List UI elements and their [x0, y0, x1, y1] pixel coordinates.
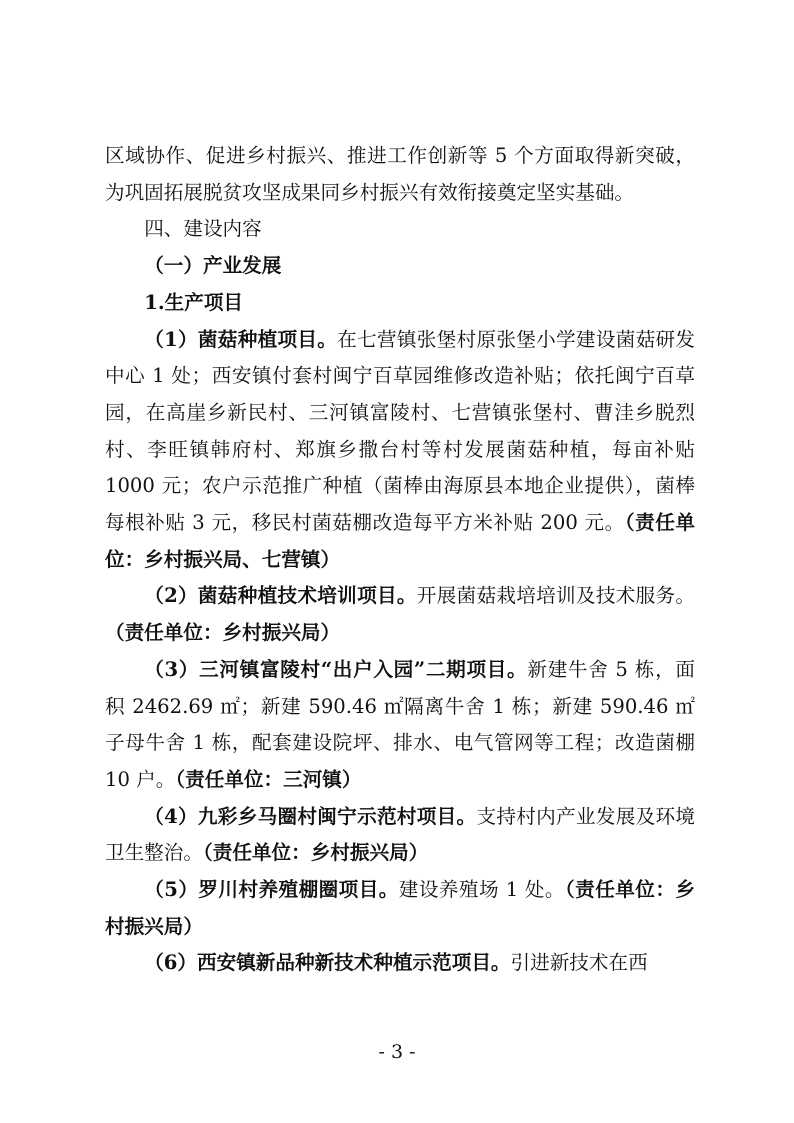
project-title: （2）菌菇种植技术培训项目。 — [144, 584, 417, 608]
responsible-unit: （责任单位：乡村振兴局、七营镇） — [105, 511, 695, 571]
item-group-heading — [105, 285, 695, 322]
heading-text: （一）产业发展 — [144, 254, 282, 278]
project-text: 开展菌菇栽培培训及技术服务。 — [416, 584, 695, 608]
responsible-unit: （责任单位：三河镇） — [175, 767, 362, 791]
project-paragraph — [105, 322, 695, 579]
project-paragraph — [105, 652, 695, 799]
project-title: （3）三河镇富陵村“出户入园”二期项目。 — [144, 657, 528, 681]
project-paragraph — [105, 799, 695, 872]
project-title: （6）西安镇新品种新技术种植示范项目。 — [144, 951, 511, 975]
responsible-unit: （责任单位：乡村振兴局） — [202, 841, 429, 865]
project-title: （5）罗川村养殖棚圈项目。 — [144, 878, 399, 902]
project-paragraph — [105, 872, 695, 945]
document-body — [105, 138, 695, 982]
paragraph-text: 区域协作、促进乡村振兴、推进工作创新等 5 个方面取得新突破，为巩固拓展脱贫攻坚成果同乡村振兴有效衔接奠定坚实基础。 — [105, 144, 695, 204]
responsible-unit: （责任单位：乡村振兴局） — [105, 878, 695, 938]
page-number: - 3 - — [378, 1041, 416, 1063]
subsection-heading — [105, 248, 695, 285]
paragraph-continuation — [105, 138, 695, 211]
project-paragraph — [105, 945, 695, 982]
project-text: 建设养殖场 1 处。 — [398, 878, 565, 902]
project-text: 引进新技术在西 — [510, 951, 648, 975]
section-heading — [105, 211, 695, 248]
heading-text: 1.生产项目 — [144, 290, 244, 314]
project-text: 在七营镇张堡村原张堡小学建设菌菇研发中心 1 处；西安镇付套村闽宁百草园维修改造补贴；依托闽宁百草园，在高崖乡新民村、三河镇富陵村、七营镇张堡村、曹洼乡脱烈村、李旺镇韩府村、郑旗乡撒台村等村发展菌菇种植，每亩补贴 1000 元；农户示范推广种植（菌棒由海原县本地企业提供），菌棒每根补贴 3 元，移民村菌菇棚改造每平方米补贴 200 元。 — [105, 327, 696, 535]
responsible-unit: （责任单位：乡村振兴局） — [105, 621, 341, 645]
heading-text: 四、建设内容 — [144, 217, 262, 241]
project-text: 支持村内产业发展及环境卫生整治。 — [105, 804, 695, 865]
project-text: 新建牛舍 5 栋，面积 2462.69 ㎡；新建 590.46 ㎡隔离牛舍 1 栋；新建 590.46 ㎡子母牛舍 1 栋，配套建设院坪、排水、电气管网等工程；改造菌棚 10 户。 — [105, 657, 695, 791]
project-paragraph — [105, 578, 695, 651]
project-title: （1）菌菇种植项目。 — [144, 327, 338, 351]
project-title: （4）九彩乡马圈村闽宁示范村项目。 — [144, 804, 477, 828]
